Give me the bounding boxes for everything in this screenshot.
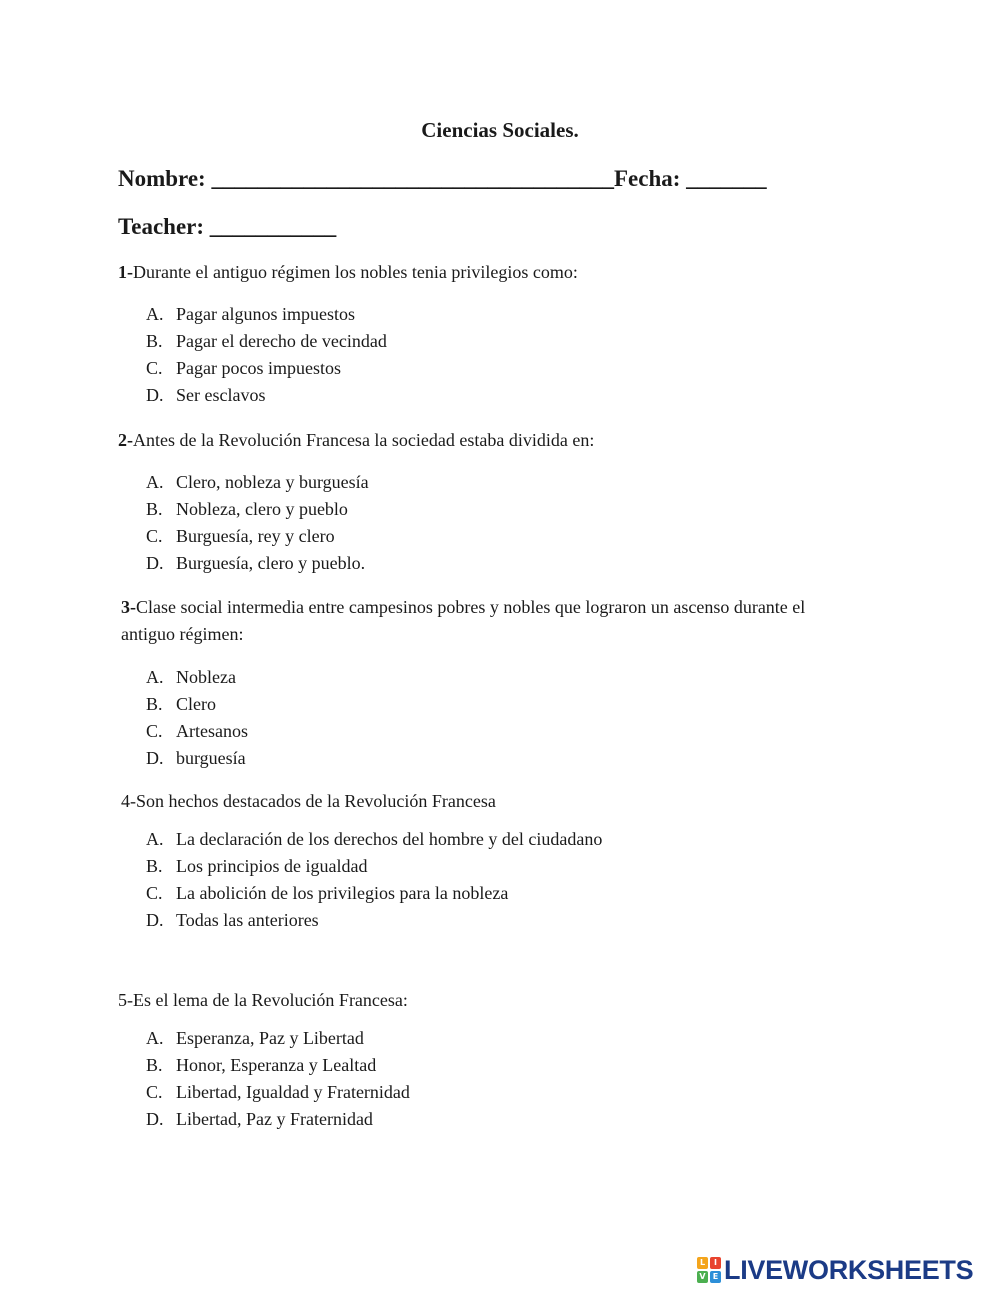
question-text: 4-Son hechos destacados de la Revolución Francesa <box>121 791 496 811</box>
question-text-line-2: antiguo régimen: <box>121 624 244 644</box>
option-text: Artesanos <box>176 721 248 741</box>
nombre-fecha-line: Nombre: ___________________________________Fecha: _______ <box>118 166 767 191</box>
option-item[interactable] <box>146 907 602 934</box>
option-text: Honor, Esperanza y Lealtad <box>176 1055 377 1075</box>
option-text: Los principios de igualdad <box>176 856 368 876</box>
question-line-1 <box>121 594 805 621</box>
option-text: Burguesía, clero y pueblo. <box>176 553 366 573</box>
option-item[interactable] <box>146 745 248 772</box>
option-item[interactable] <box>146 382 387 409</box>
option-text: Pagar el derecho de vecindad <box>176 331 387 351</box>
option-letter: A. <box>146 304 164 324</box>
options-list-3 <box>146 664 248 772</box>
liveworksheets-text: LIVEWORKSHEETS <box>724 1254 974 1285</box>
option-text: Clero <box>176 694 216 714</box>
option-letter: B. <box>146 694 163 714</box>
option-item[interactable] <box>146 880 602 907</box>
logo-tile-l: L <box>697 1257 708 1269</box>
option-text: Burguesía, rey y clero <box>176 526 335 546</box>
option-text: Pagar pocos impuestos <box>176 358 341 378</box>
option-item[interactable] <box>146 355 387 382</box>
option-item[interactable] <box>146 1079 410 1106</box>
option-text: Esperanza, Paz y Libertad <box>176 1028 364 1048</box>
option-letter: C. <box>146 1082 163 1102</box>
option-item[interactable] <box>146 550 369 577</box>
option-item[interactable] <box>146 664 248 691</box>
option-letter: D. <box>146 385 164 405</box>
liveworksheets-icon <box>697 1257 721 1283</box>
option-item[interactable] <box>146 523 369 550</box>
option-text: La abolición de los privilegios para la nobleza <box>176 883 509 903</box>
option-item[interactable] <box>146 1106 410 1133</box>
option-letter: D. <box>146 553 164 573</box>
question-number: 1- <box>118 262 133 282</box>
question-3 <box>121 594 805 648</box>
option-letter: B. <box>146 331 163 351</box>
option-letter: C. <box>146 721 163 741</box>
option-item[interactable] <box>146 496 369 523</box>
option-letter: D. <box>146 1109 164 1129</box>
option-item[interactable] <box>146 1052 410 1079</box>
teacher-line: Teacher: ___________ <box>118 214 337 239</box>
liveworksheets-logo <box>697 1255 973 1285</box>
question-text: Antes de la Revolución Francesa la sociedad estaba dividida en: <box>133 430 595 450</box>
question-2 <box>118 427 594 454</box>
options-list-4 <box>146 826 602 934</box>
option-letter: A. <box>146 1028 164 1048</box>
question-1 <box>118 259 578 286</box>
option-item[interactable] <box>146 328 387 355</box>
question-4 <box>121 788 496 815</box>
option-letter: B. <box>146 856 163 876</box>
option-letter: A. <box>146 829 164 849</box>
option-letter: A. <box>146 472 164 492</box>
option-letter: A. <box>146 667 164 687</box>
option-letter: B. <box>146 1055 163 1075</box>
options-list-5 <box>146 1025 410 1133</box>
option-letter: D. <box>146 910 164 930</box>
option-letter: C. <box>146 883 163 903</box>
option-item[interactable] <box>146 826 602 853</box>
logo-tile-i: I <box>710 1257 721 1269</box>
question-number: 2- <box>118 430 133 450</box>
option-text: Pagar algunos impuestos <box>176 304 355 324</box>
option-text: Todas las anteriores <box>176 910 319 930</box>
logo-tile-v: V <box>697 1271 708 1283</box>
question-text: 5-Es el lema de la Revolución Francesa: <box>118 990 408 1010</box>
question-text: Durante el antiguo régimen los nobles tenia privilegios como: <box>133 262 578 282</box>
option-text: Ser esclavos <box>176 385 266 405</box>
option-text: burguesía <box>176 748 246 768</box>
options-list-1 <box>146 301 387 409</box>
option-text: Libertad, Paz y Fraternidad <box>176 1109 373 1129</box>
option-text: Clero, nobleza y burguesía <box>176 472 369 492</box>
page-title: Ciencias Sociales. <box>421 118 579 142</box>
option-letter: B. <box>146 499 163 519</box>
option-item[interactable] <box>146 301 387 328</box>
option-item[interactable] <box>146 1025 410 1052</box>
option-letter: C. <box>146 526 163 546</box>
logo-tile-e: E <box>710 1271 721 1283</box>
question-text: Clase social intermedia entre campesinos pobres y nobles que lograron un ascenso durante el <box>136 597 806 617</box>
option-text: Libertad, Igualdad y Fraternidad <box>176 1082 410 1102</box>
option-item[interactable] <box>146 469 369 496</box>
question-number: 3- <box>121 597 136 617</box>
option-item[interactable] <box>146 691 248 718</box>
option-item[interactable] <box>146 853 602 880</box>
option-text: Nobleza <box>176 667 236 687</box>
options-list-2 <box>146 469 369 577</box>
option-letter: C. <box>146 358 163 378</box>
question-5 <box>118 987 408 1014</box>
option-text: La declaración de los derechos del hombre y del ciudadano <box>176 829 603 849</box>
option-text: Nobleza, clero y pueblo <box>176 499 348 519</box>
option-letter: D. <box>146 748 164 768</box>
option-item[interactable] <box>146 718 248 745</box>
